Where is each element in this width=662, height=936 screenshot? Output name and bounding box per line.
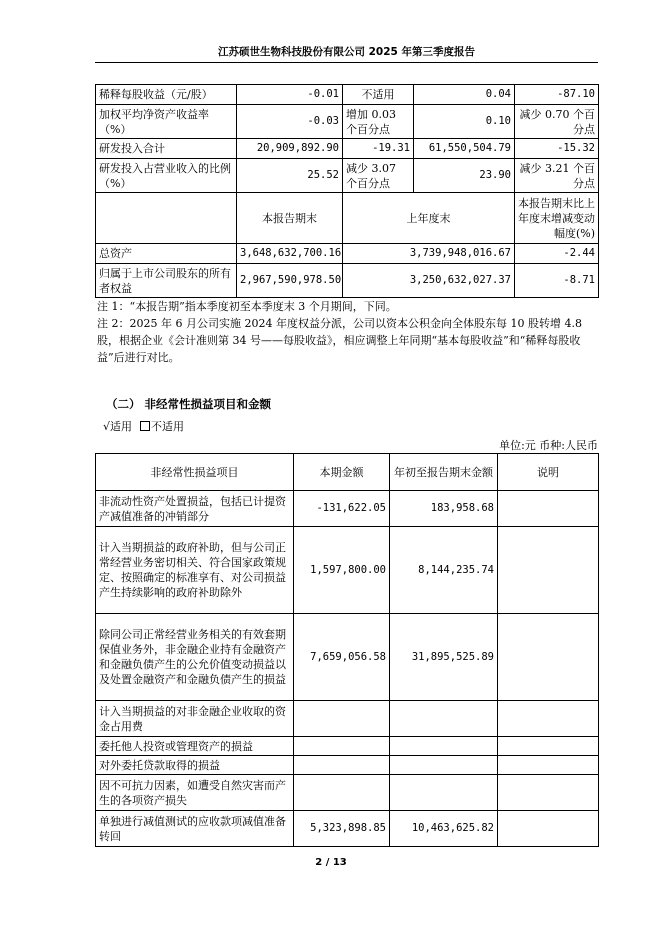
current-amount <box>294 737 390 756</box>
cell-value: 减少 3.21 个百分点 <box>515 159 599 193</box>
ytd-amount <box>390 701 498 737</box>
current-amount: 5,323,898.85 <box>294 811 390 847</box>
table-row <box>96 159 599 193</box>
current-amount <box>294 756 390 775</box>
ytd-amount: 183,958.68 <box>390 491 498 527</box>
item-label: 单独进行减值测试的应收款项减值准备转回 <box>96 811 294 847</box>
cell-value: 0.10 <box>414 105 515 139</box>
page-header-title: 江苏硕世生物科技股份有限公司 2025 年第三季度报告 <box>217 46 476 58</box>
remark <box>498 701 599 737</box>
ytd-amount: 8,144,235.74 <box>390 527 498 614</box>
table-subheader-row <box>96 193 599 244</box>
cell-value: 0.04 <box>414 85 515 105</box>
row-label: 总资产 <box>96 244 237 264</box>
column-header: 本报告期末比上年度末增减变动幅度(%) <box>515 193 599 244</box>
table-row <box>96 491 599 527</box>
cell-value: -8.71 <box>515 264 599 298</box>
table-header-row <box>96 454 599 491</box>
remark <box>498 527 599 614</box>
table-row <box>96 756 599 775</box>
column-header: 说明 <box>498 454 599 491</box>
cell-value: 增加 0.03 个百分点 <box>343 105 414 139</box>
cell-value: 61,550,504.79 <box>414 139 515 159</box>
currency-unit: 单位:元 币种:人民币 <box>499 439 598 452</box>
table-row <box>96 811 599 847</box>
current-amount: -131,622.05 <box>294 491 390 527</box>
ytd-amount <box>390 775 498 811</box>
row-label: 归属于上市公司股东的所有者权益 <box>96 264 237 298</box>
non-recurring-items-table <box>95 453 599 847</box>
current-amount <box>294 775 390 811</box>
item-label: 非流动性资产处置损益，包括已计提资产减值准备的冲销部分 <box>96 491 294 527</box>
empty-cell <box>96 193 237 244</box>
row-label: 研发投入占营业收入的比例（%） <box>96 159 237 193</box>
ytd-amount: 10,463,625.82 <box>390 811 498 847</box>
cell-value: -19.31 <box>343 139 414 159</box>
table-row <box>96 527 599 614</box>
cell-value: -0.03 <box>237 105 343 139</box>
remark <box>498 614 599 701</box>
table-row <box>96 244 599 264</box>
cell-value: 2,967,590,978.50 <box>237 264 343 298</box>
current-amount <box>294 701 390 737</box>
ytd-amount: 31,895,525.89 <box>390 614 498 701</box>
cell-value: -2.44 <box>515 244 599 264</box>
header-rule <box>95 62 598 63</box>
column-header: 上年度末 <box>343 193 515 244</box>
current-amount: 1,597,800.00 <box>294 527 390 614</box>
column-header: 本期金额 <box>294 454 390 491</box>
not-applicable-label: 不适用 <box>151 420 185 433</box>
applicable-label: √适用 <box>103 420 133 433</box>
cell-value: 20,909,892.90 <box>237 139 343 159</box>
column-header: 年初至报告期末金额 <box>390 454 498 491</box>
ytd-amount <box>390 756 498 775</box>
table-row <box>96 264 599 298</box>
cell-value: 3,250,632,027.37 <box>343 264 515 298</box>
cell-value: 减少 3.07 个百分点 <box>343 159 414 193</box>
cell-value: 减少 0.70 个百分点 <box>515 105 599 139</box>
page-number: 2 / 13 <box>315 857 347 868</box>
table-row <box>96 614 599 701</box>
applicability-options <box>103 418 184 434</box>
cell-value: -87.10 <box>515 85 599 105</box>
row-label: 加权平均净资产收益率（%） <box>96 105 237 139</box>
item-label: 委托他人投资或管理资产的损益 <box>96 737 294 756</box>
financial-indicators-table <box>95 84 599 298</box>
checkbox-icon <box>140 421 150 431</box>
section-title: （二） 非经常性损益项目和金额 <box>106 397 272 411</box>
table-row <box>96 737 599 756</box>
note-2: 注 2：2025 年 6 月公司实施 2024 年度权益分派，公司以资本公积金向全体股东每 10 股转增 4.8 股，根据企业《会计准则第 34 号——每股收益》，相应调整上年同期“基本每股收益”和“稀释每股收益”后进行对比。 <box>97 317 582 364</box>
cell-value: -0.01 <box>237 85 343 105</box>
row-label: 稀释每股收益（元/股） <box>96 85 237 105</box>
ytd-amount <box>390 737 498 756</box>
table-row <box>96 85 599 105</box>
item-label: 对外委托贷款取得的损益 <box>96 756 294 775</box>
table-row <box>96 139 599 159</box>
column-header: 非经常性损益项目 <box>96 454 294 491</box>
item-label: 计入当期损益的对非金融企业收取的资金占用费 <box>96 701 294 737</box>
cell-value: 25.52 <box>237 159 343 193</box>
row-label: 研发投入合计 <box>96 139 237 159</box>
cell-value: 3,648,632,700.16 <box>237 244 343 264</box>
cell-value: 不适用 <box>343 85 414 105</box>
remark <box>498 756 599 775</box>
remark <box>498 811 599 847</box>
column-header: 本报告期末 <box>237 193 343 244</box>
item-label: 计入当期损益的政府补助，但与公司正常经营业务密切相关、符合国家政策规定、按照确定的标准享有、对公司损益产生持续影响的政府补助除外 <box>96 527 294 614</box>
remark <box>498 775 599 811</box>
cell-value: -15.32 <box>515 139 599 159</box>
cell-value: 23.90 <box>414 159 515 193</box>
cell-value: 3,739,948,016.67 <box>343 244 515 264</box>
table-row <box>96 105 599 139</box>
item-label: 除同公司正常经营业务相关的有效套期保值业务外，非金融企业持有金融资产和金融负债产生的公允价值变动损益以及处置金融资产和金融负债产生的损益 <box>96 614 294 701</box>
current-amount: 7,659,056.58 <box>294 614 390 701</box>
table-row <box>96 775 599 811</box>
remark <box>498 491 599 527</box>
item-label: 因不可抗力因素，如遭受自然灾害而产生的各项资产损失 <box>96 775 294 811</box>
table-row <box>96 701 599 737</box>
remark <box>498 737 599 756</box>
note-1: 注 1：“本报告期”指本季度初至本季度末 3 个月期间，下同。 <box>97 300 397 313</box>
